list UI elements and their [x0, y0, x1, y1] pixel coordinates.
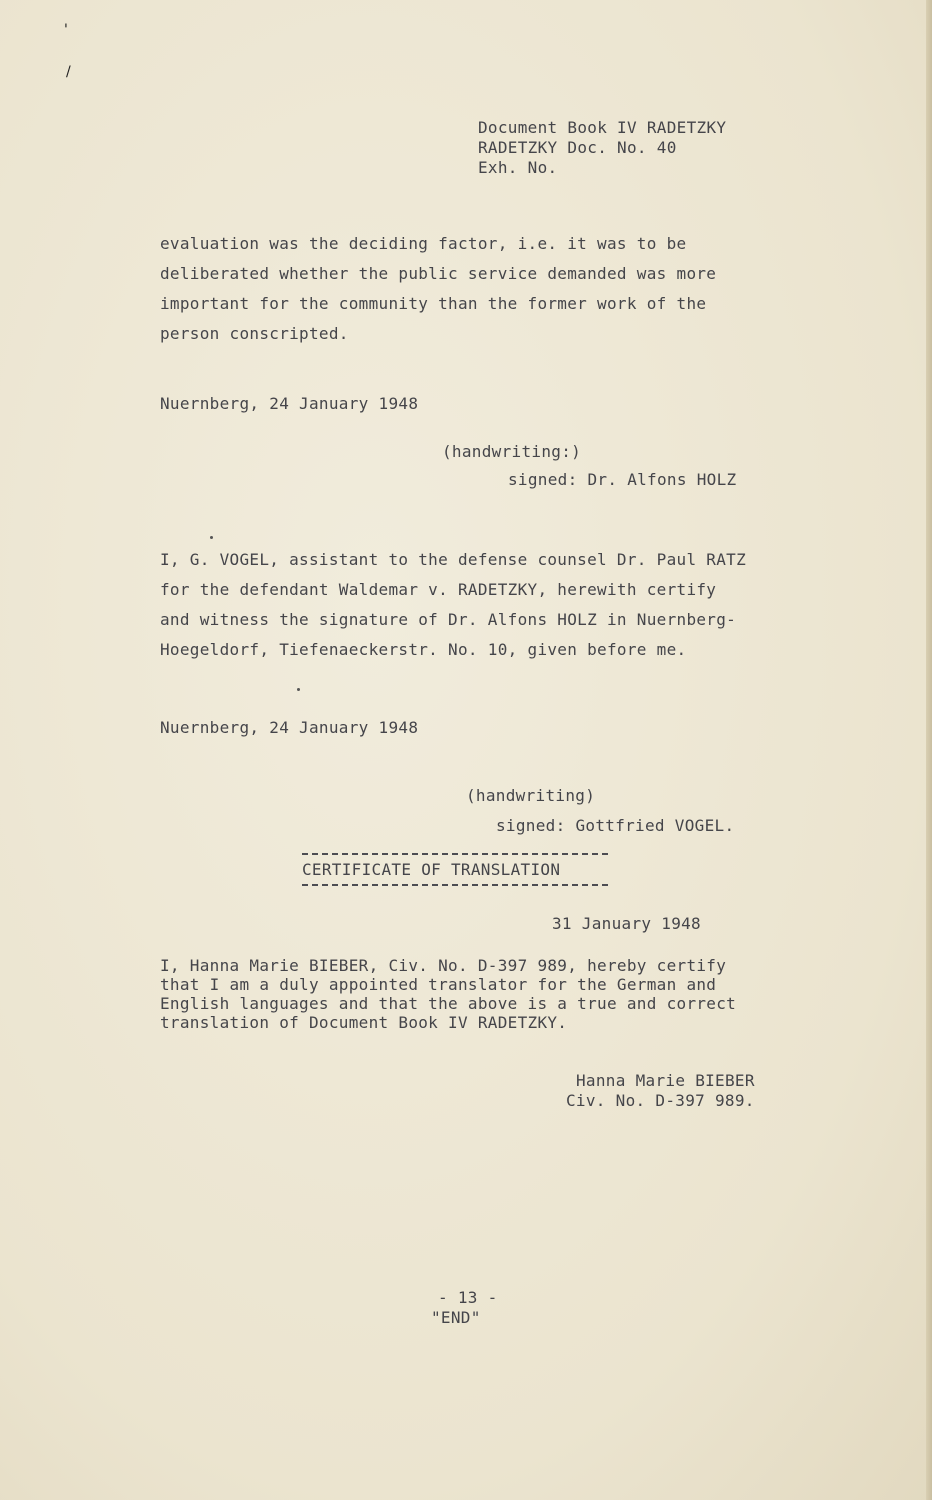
ink-dot [297, 688, 300, 691]
certificate-line: I, Hanna Marie BIEBER, Civ. No. D-397 989, hereby certify [160, 956, 727, 975]
certificate-line: that I am a duly appointed translator for the German and [160, 975, 717, 994]
holz-signature-line: signed: Dr. Alfons HOLZ [508, 470, 737, 489]
certificate-date: 31 January 1948 [552, 914, 701, 933]
date-line-holz: Nuernberg, 24 January 1948 [160, 394, 419, 413]
margin-mark: ' [64, 22, 68, 38]
date-line-vogel: Nuernberg, 24 January 1948 [160, 718, 419, 737]
page-edge [926, 0, 932, 1500]
vogel-handwriting-note: (handwriting) [466, 786, 596, 805]
header-line-book: Document Book IV RADETZKY [478, 118, 727, 137]
vogel-line: for the defendant Waldemar v. RADETZKY, herewith certify [160, 580, 717, 599]
title-rule-top [302, 853, 608, 855]
page-number: - 13 - [438, 1288, 498, 1307]
certificate-line: translation of Document Book IV RADETZKY. [160, 1013, 568, 1032]
header-line-exhibit: Exh. No. [478, 158, 558, 177]
translator-civ-number: Civ. No. D-397 989. [566, 1091, 755, 1110]
vogel-line: I, G. VOGEL, assistant to the defense counsel Dr. Paul RATZ [160, 550, 747, 569]
certificate-line: English languages and that the above is a true and correct [160, 994, 737, 1013]
end-marker: "END" [431, 1308, 481, 1327]
header-line-doc: RADETZKY Doc. No. 40 [478, 138, 677, 157]
vogel-signature-line: signed: Gottfried VOGEL. [496, 816, 735, 835]
margin-mark: / [66, 64, 71, 80]
body-line: important for the community than the former work of the [160, 294, 707, 313]
body-line: deliberated whether the public service demanded was more [160, 264, 717, 283]
translator-name: Hanna Marie BIEBER [576, 1071, 755, 1090]
body-line: evaluation was the deciding factor, i.e. it was to be [160, 234, 687, 253]
title-rule-bottom [302, 884, 608, 886]
certificate-title: CERTIFICATE OF TRANSLATION [302, 860, 561, 879]
holz-handwriting-note: (handwriting:) [442, 442, 582, 461]
ink-dot [210, 536, 213, 539]
vogel-line: Hoegeldorf, Tiefenaeckerstr. No. 10, given before me. [160, 640, 687, 659]
body-line: person conscripted. [160, 324, 349, 343]
vogel-line: and witness the signature of Dr. Alfons HOLZ in Nuernberg- [160, 610, 737, 629]
